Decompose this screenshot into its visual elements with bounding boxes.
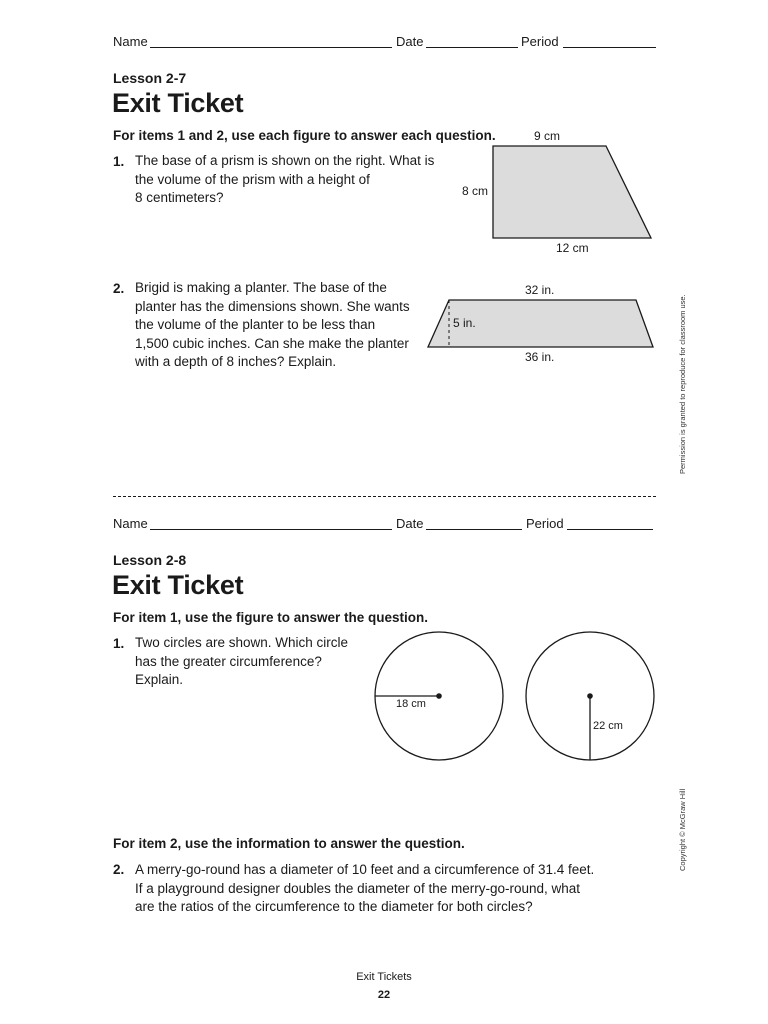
question-line: If a playground designer doubles the diameter of the merry-go-round, what	[135, 880, 581, 896]
question-text	[135, 861, 594, 917]
question-line: Two circles are shown. Which circle	[135, 635, 349, 650]
date-label: Date	[396, 34, 424, 49]
center-point-right	[587, 693, 593, 699]
footer-label: Exit Tickets	[356, 971, 412, 983]
figure-label-top: 9 cm	[534, 129, 561, 143]
lesson-number: Lesson 2-7	[113, 70, 187, 86]
question-line: the volume of the planter to be less than	[135, 317, 376, 332]
question-line: with a depth of 8 inches? Explain.	[135, 354, 337, 369]
question-number: 1.	[113, 154, 125, 169]
question-number: 1.	[113, 636, 125, 651]
date-label: Date	[396, 516, 424, 531]
page-number: 22	[377, 989, 391, 1001]
question-line: The base of a prism is shown on the right. What is	[135, 153, 435, 168]
lesson-number: Lesson 2-8	[113, 552, 187, 568]
question-line: has the greater circumference?	[135, 653, 322, 669]
question-line: planter has the dimensions shown. She wants	[135, 298, 410, 314]
circle-label-left: 18 cm	[396, 698, 426, 710]
question-number: 2.	[113, 862, 125, 877]
copyright-notice: Copyright © McGraw Hill	[678, 788, 687, 871]
figure-label-bottom: 36 in.	[525, 350, 555, 364]
instructions: For item 1, use the figure to answer the question.	[113, 610, 429, 625]
question-line: are the ratios of the circumference to the diameter for both circles?	[135, 899, 533, 914]
page-title: Exit Ticket	[112, 88, 244, 118]
instructions: For items 1 and 2, use each figure to answer each question.	[113, 128, 496, 143]
question-line: Brigid is making a planter. The base of the	[135, 280, 387, 295]
page-title: Exit Ticket	[112, 570, 244, 600]
question-line: A merry-go-round has a diameter of 10 feet and a circumference of 31.4 feet.	[135, 862, 595, 877]
question-line: 8 centimeters?	[135, 190, 224, 205]
question-line: the volume of the prism with a height of	[135, 171, 370, 187]
question-line: 1,500 cubic inches. Can she make the planter	[135, 335, 409, 351]
name-label: Name	[113, 34, 148, 49]
figure-label-height: 5 in.	[453, 316, 476, 330]
name-label: Name	[113, 516, 148, 531]
figure-label-bottom: 12 cm	[556, 241, 589, 255]
question-number: 2.	[113, 281, 125, 296]
period-label: Period	[521, 34, 559, 49]
figure-label-side: 8 cm	[462, 184, 489, 198]
circle-label-right: 22 cm	[593, 720, 623, 732]
center-point-left	[436, 693, 442, 699]
permission-notice: Permission is granted to reproduce for classroom use.	[678, 294, 687, 474]
figure-label-top: 32 in.	[525, 283, 555, 297]
period-label: Period	[526, 516, 564, 531]
instructions: For item 2, use the information to answer the question.	[113, 836, 465, 851]
question-line: Explain.	[135, 672, 184, 687]
